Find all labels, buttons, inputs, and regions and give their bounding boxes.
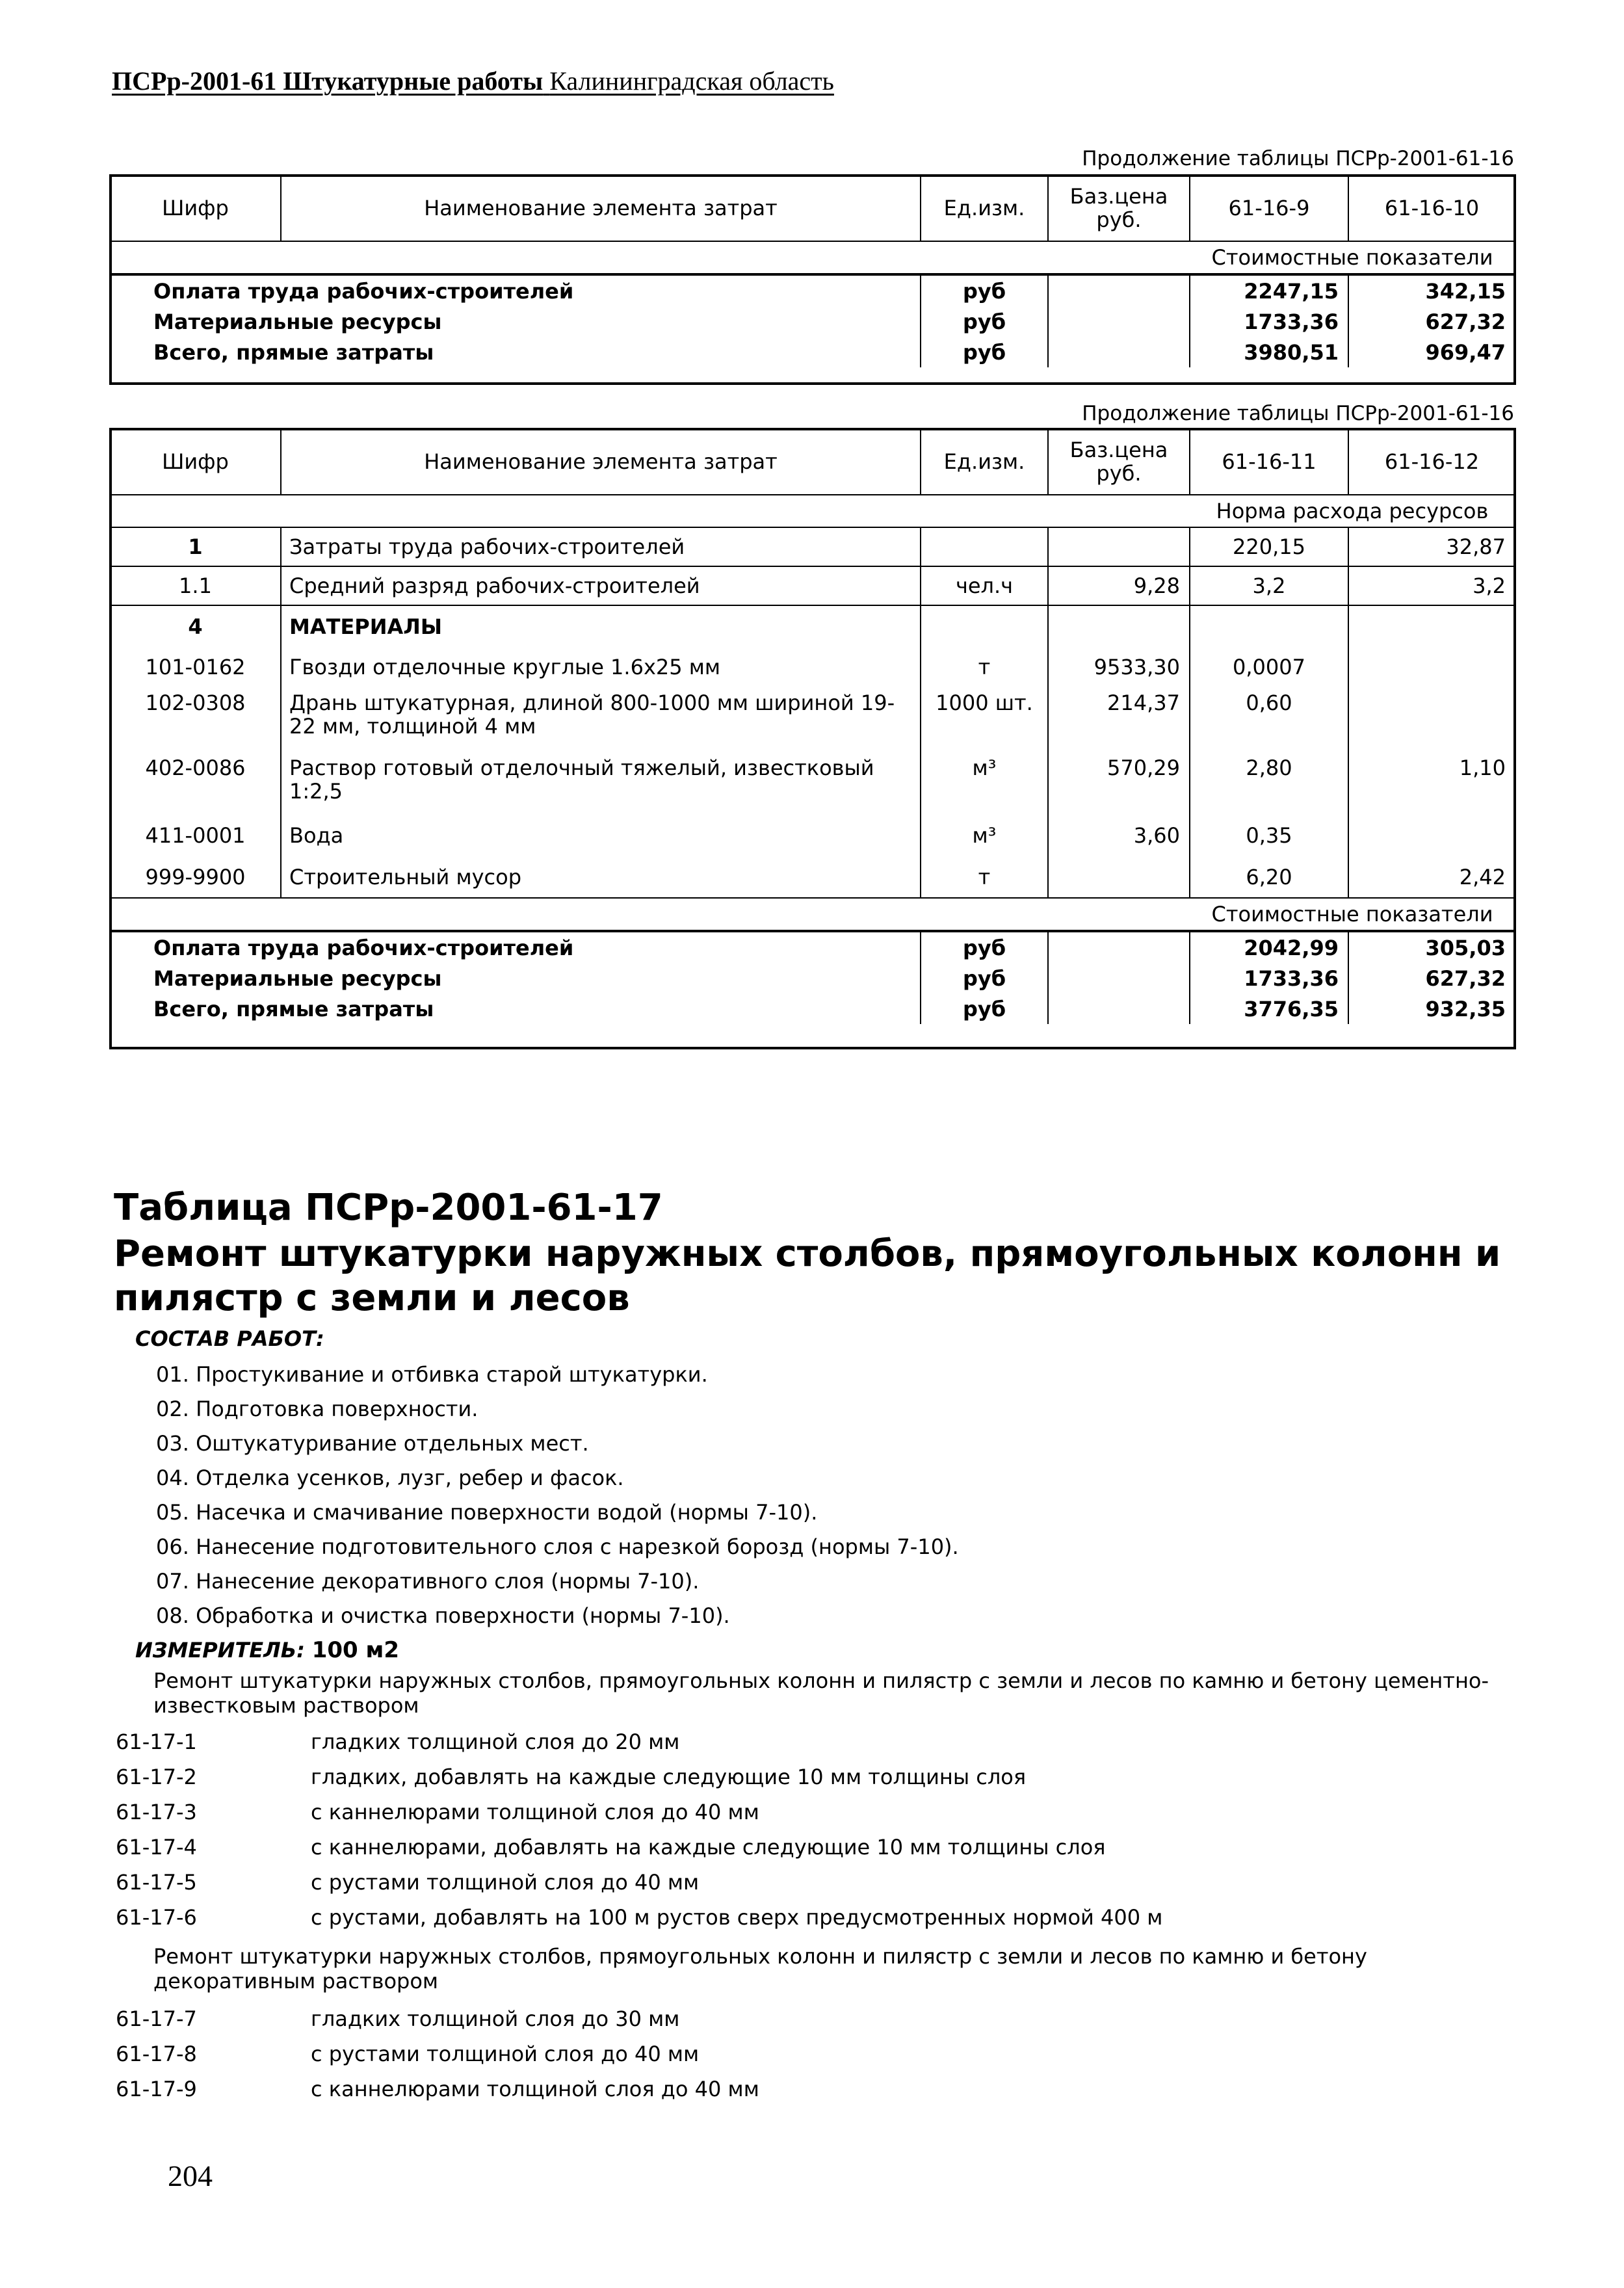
list-item: 08. Обработка и очистка поверхности (нормы 7-10). xyxy=(156,1603,730,1628)
table-row xyxy=(111,931,1515,963)
row-code: 1 xyxy=(111,527,281,566)
summary-unit: руб xyxy=(921,274,1048,306)
summary-name: Всего, прямые затраты xyxy=(153,339,434,365)
row-price: 570,29 xyxy=(1048,752,1190,815)
table1-continuation: Продолжение таблицы ПСРр-2001-61-16 xyxy=(1082,147,1514,170)
table-row xyxy=(111,337,1515,367)
summary-v2: 969,47 xyxy=(1425,339,1506,365)
table2-col-code: Шифр xyxy=(111,429,281,495)
row-code: 402-0086 xyxy=(111,752,281,815)
group2-description: Ремонт штукатурки наружных столбов, прямоугольных колонн и пилястр с земли и лесов по камню и бетону декоративным раствором xyxy=(153,1944,1367,1993)
list-item: 05. Насечка и смачивание поверхности водой (нормы 7-10). xyxy=(156,1500,818,1525)
table1-section-row xyxy=(111,241,1515,274)
summary-v2: 627,32 xyxy=(1425,309,1506,334)
works-label: СОСТАВ РАБОТ: xyxy=(135,1326,324,1351)
row-v1: 3,2 xyxy=(1190,566,1348,605)
row-price: 9533,30 xyxy=(1048,647,1190,687)
row-name: Раствор готовый отделочный тяжелый, известковый 1:2,5 xyxy=(281,752,921,815)
item-code: 61-17-6 xyxy=(116,1905,197,1930)
summary-name: Материальные ресурсы xyxy=(153,309,442,334)
group1-description: Ремонт штукатурки наружных столбов, прямоугольных колонн и пилястр с земли и лесов по камню и бетону цементно-известковым раствором xyxy=(153,1668,1489,1718)
row-unit: 1000 шт. xyxy=(921,687,1048,752)
summary-v1: 1733,36 xyxy=(1190,306,1348,337)
row-name: Гвозди отделочные круглые 1.6x25 мм xyxy=(281,647,921,687)
row-unit: м³ xyxy=(921,815,1048,856)
row-v2: 32,87 xyxy=(1446,534,1506,559)
item-code: 61-17-4 xyxy=(116,1835,197,1860)
summary-v1: 3980,51 xyxy=(1190,337,1348,367)
measure xyxy=(135,1637,399,1663)
table2-col-v1: 61-16-11 xyxy=(1190,429,1348,495)
table1-col-v2: 61-16-10 xyxy=(1348,176,1515,241)
item-code: 61-17-8 xyxy=(116,2042,197,2066)
row-unit: м³ xyxy=(921,752,1048,815)
list-item: 07. Нанесение декоративного слоя (нормы 7-10). xyxy=(156,1569,700,1594)
row-unit xyxy=(921,605,1048,647)
item-code: 61-17-7 xyxy=(116,2006,197,2031)
list-item: 06. Нанесение подготовительного слоя с нарезкой борозд (нормы 7-10). xyxy=(156,1534,959,1559)
summary-unit: руб xyxy=(921,306,1048,337)
summary-v1: 1733,36 xyxy=(1190,963,1348,993)
row-v2 xyxy=(1348,815,1515,856)
page-number: 204 xyxy=(168,2159,213,2192)
summary-name: Всего, прямые затраты xyxy=(153,996,434,1021)
item-text: гладких толщиной слоя до 30 мм xyxy=(311,2006,680,2031)
header-region: Калининградская область xyxy=(549,66,834,96)
row-unit: т xyxy=(921,647,1048,687)
item-code: 61-17-2 xyxy=(116,1765,197,1789)
row-price: 3,60 xyxy=(1048,815,1190,856)
header-code-title: ПСРр-2001-61 Штукатурные работы xyxy=(112,66,544,96)
item-code: 61-17-1 xyxy=(116,1729,197,1754)
list-item: 04. Отделка усенков, лузг, ребер и фасок. xyxy=(156,1466,624,1490)
table1-col-v1: 61-16-9 xyxy=(1190,176,1348,241)
table2-header-row xyxy=(111,429,1515,495)
row-name: Вода xyxy=(281,815,921,856)
table-row xyxy=(111,306,1515,337)
table-row xyxy=(111,993,1515,1024)
table-row xyxy=(111,687,1515,752)
row-code: 102-0308 xyxy=(111,687,281,752)
row-name: Затраты труда рабочих-строителей xyxy=(281,527,921,566)
row-name: Строительный мусор xyxy=(281,856,921,898)
row-v1: 0,35 xyxy=(1190,815,1348,856)
table2-section-label-2: Стоимостные показатели xyxy=(1190,898,1515,931)
row-v1: 6,20 xyxy=(1190,856,1348,898)
table-row xyxy=(111,647,1515,687)
table-row xyxy=(111,963,1515,993)
summary-v2: 305,03 xyxy=(1425,935,1506,960)
row-v1: 2,80 xyxy=(1190,752,1348,815)
row-v1: 0,0007 xyxy=(1190,647,1348,687)
table2 xyxy=(111,429,1515,1024)
table-row xyxy=(111,605,1515,647)
table-row xyxy=(111,752,1515,815)
item-text: с каннелюрами, добавлять на каждые следующие 10 мм толщины слоя xyxy=(311,1835,1106,1860)
row-name: Дрань штукатурная, длиной 800-1000 мм шириной 19-22 мм, толщиной 4 мм xyxy=(281,687,921,752)
summary-name: Материальные ресурсы xyxy=(153,966,442,991)
item-text: с рустами толщиной слоя до 40 мм xyxy=(311,1870,700,1895)
row-price: 214,37 xyxy=(1048,687,1190,752)
row-v2: 3,2 xyxy=(1348,566,1515,605)
measure-label: ИЗМЕРИТЕЛЬ: xyxy=(135,1638,305,1663)
row-name: МАТЕРИАЛЫ xyxy=(281,605,921,647)
summary-unit: руб xyxy=(921,337,1048,367)
row-unit: чел.ч xyxy=(921,566,1048,605)
summary-name: Оплата труда рабочих-строителей xyxy=(153,935,574,960)
table2-section-row xyxy=(111,495,1515,527)
measure-value: 100 м2 xyxy=(311,1637,399,1663)
summary-unit: руб xyxy=(921,931,1048,963)
row-unit xyxy=(921,527,1048,566)
table1 xyxy=(111,176,1515,367)
table1-col-name: Наименование элемента затрат xyxy=(281,176,921,241)
table-row xyxy=(111,815,1515,856)
works-list xyxy=(156,1362,959,1638)
table2-col-v2: 61-16-12 xyxy=(1348,429,1515,495)
section-title: Таблица ПСРр-2001-61-17 xyxy=(114,1187,663,1229)
summary-v2: 342,15 xyxy=(1425,278,1506,304)
page-header xyxy=(112,65,834,98)
table1-col-price: Баз.цена руб. xyxy=(1048,176,1190,241)
row-v2 xyxy=(1348,605,1515,647)
row-code: 1.1 xyxy=(111,566,281,605)
row-code: 4 xyxy=(111,605,281,647)
list-item: 03. Оштукатуривание отдельных мест. xyxy=(156,1431,589,1456)
item-text: с каннелюрами толщиной слоя до 40 мм xyxy=(311,2077,759,2101)
row-v1: 0,60 xyxy=(1190,687,1348,752)
row-price xyxy=(1048,856,1190,898)
summary-v1: 2247,15 xyxy=(1190,274,1348,306)
row-unit: т xyxy=(921,856,1048,898)
table2-section-row-2 xyxy=(111,898,1515,931)
row-price: 9,28 xyxy=(1048,566,1190,605)
summary-v2: 932,35 xyxy=(1425,996,1506,1021)
table2-col-name: Наименование элемента затрат xyxy=(281,429,921,495)
row-code: 999-9900 xyxy=(111,856,281,898)
table-row xyxy=(111,274,1515,306)
summary-v1: 2042,99 xyxy=(1190,931,1348,963)
item-text: с рустами толщиной слоя до 40 мм xyxy=(311,2042,700,2066)
row-price xyxy=(1048,527,1190,566)
table1-header-row xyxy=(111,176,1515,241)
row-name: Средний разряд рабочих-строителей xyxy=(281,566,921,605)
item-text: с рустами, добавлять на 100 м рустов сверх предусмотренных нормой 400 м xyxy=(311,1905,1163,1930)
table-row xyxy=(111,566,1515,605)
row-code: 101-0162 xyxy=(111,647,281,687)
summary-name: Оплата труда рабочих-строителей xyxy=(153,278,574,304)
row-v2: 1,10 xyxy=(1459,756,1506,780)
item-code: 61-17-9 xyxy=(116,2077,197,2101)
list-item: 01. Простукивание и отбивка старой штукатурки. xyxy=(156,1362,708,1387)
row-v2: 2,42 xyxy=(1459,864,1506,889)
list-item: 02. Подготовка поверхности. xyxy=(156,1397,478,1421)
item-text: гладких толщиной слоя до 20 мм xyxy=(311,1729,680,1754)
row-v2 xyxy=(1348,687,1515,752)
table-row xyxy=(111,856,1515,898)
table2-col-unit: Ед.изм. xyxy=(921,429,1048,495)
table2-continuation: Продолжение таблицы ПСРр-2001-61-16 xyxy=(1082,402,1514,425)
summary-unit: руб xyxy=(921,993,1048,1024)
row-code: 411-0001 xyxy=(111,815,281,856)
summary-v1: 3776,35 xyxy=(1190,993,1348,1024)
table1-col-unit: Ед.изм. xyxy=(921,176,1048,241)
summary-v2: 627,32 xyxy=(1425,966,1506,991)
item-text: с каннелюрами толщиной слоя до 40 мм xyxy=(311,1800,759,1824)
table-row xyxy=(111,527,1515,566)
table2-col-price: Баз.цена руб. xyxy=(1048,429,1190,495)
row-v1: 220,15 xyxy=(1190,527,1348,566)
row-v1 xyxy=(1190,605,1348,647)
summary-unit: руб xyxy=(921,963,1048,993)
row-price xyxy=(1048,605,1190,647)
item-text: гладких, добавлять на каждые следующие 10 мм толщины слоя xyxy=(311,1765,1027,1789)
table2-section-label: Норма расхода ресурсов xyxy=(1190,495,1515,527)
table1-section-label: Стоимостные показатели xyxy=(1190,241,1515,274)
row-v2 xyxy=(1348,647,1515,687)
table1-col-code: Шифр xyxy=(111,176,281,241)
item-code: 61-17-3 xyxy=(116,1800,197,1824)
item-code: 61-17-5 xyxy=(116,1870,197,1895)
section-subtitle: Ремонт штукатурки наружных столбов, прямоугольных колонн и пилястр с земли и лесов xyxy=(114,1233,1501,1319)
